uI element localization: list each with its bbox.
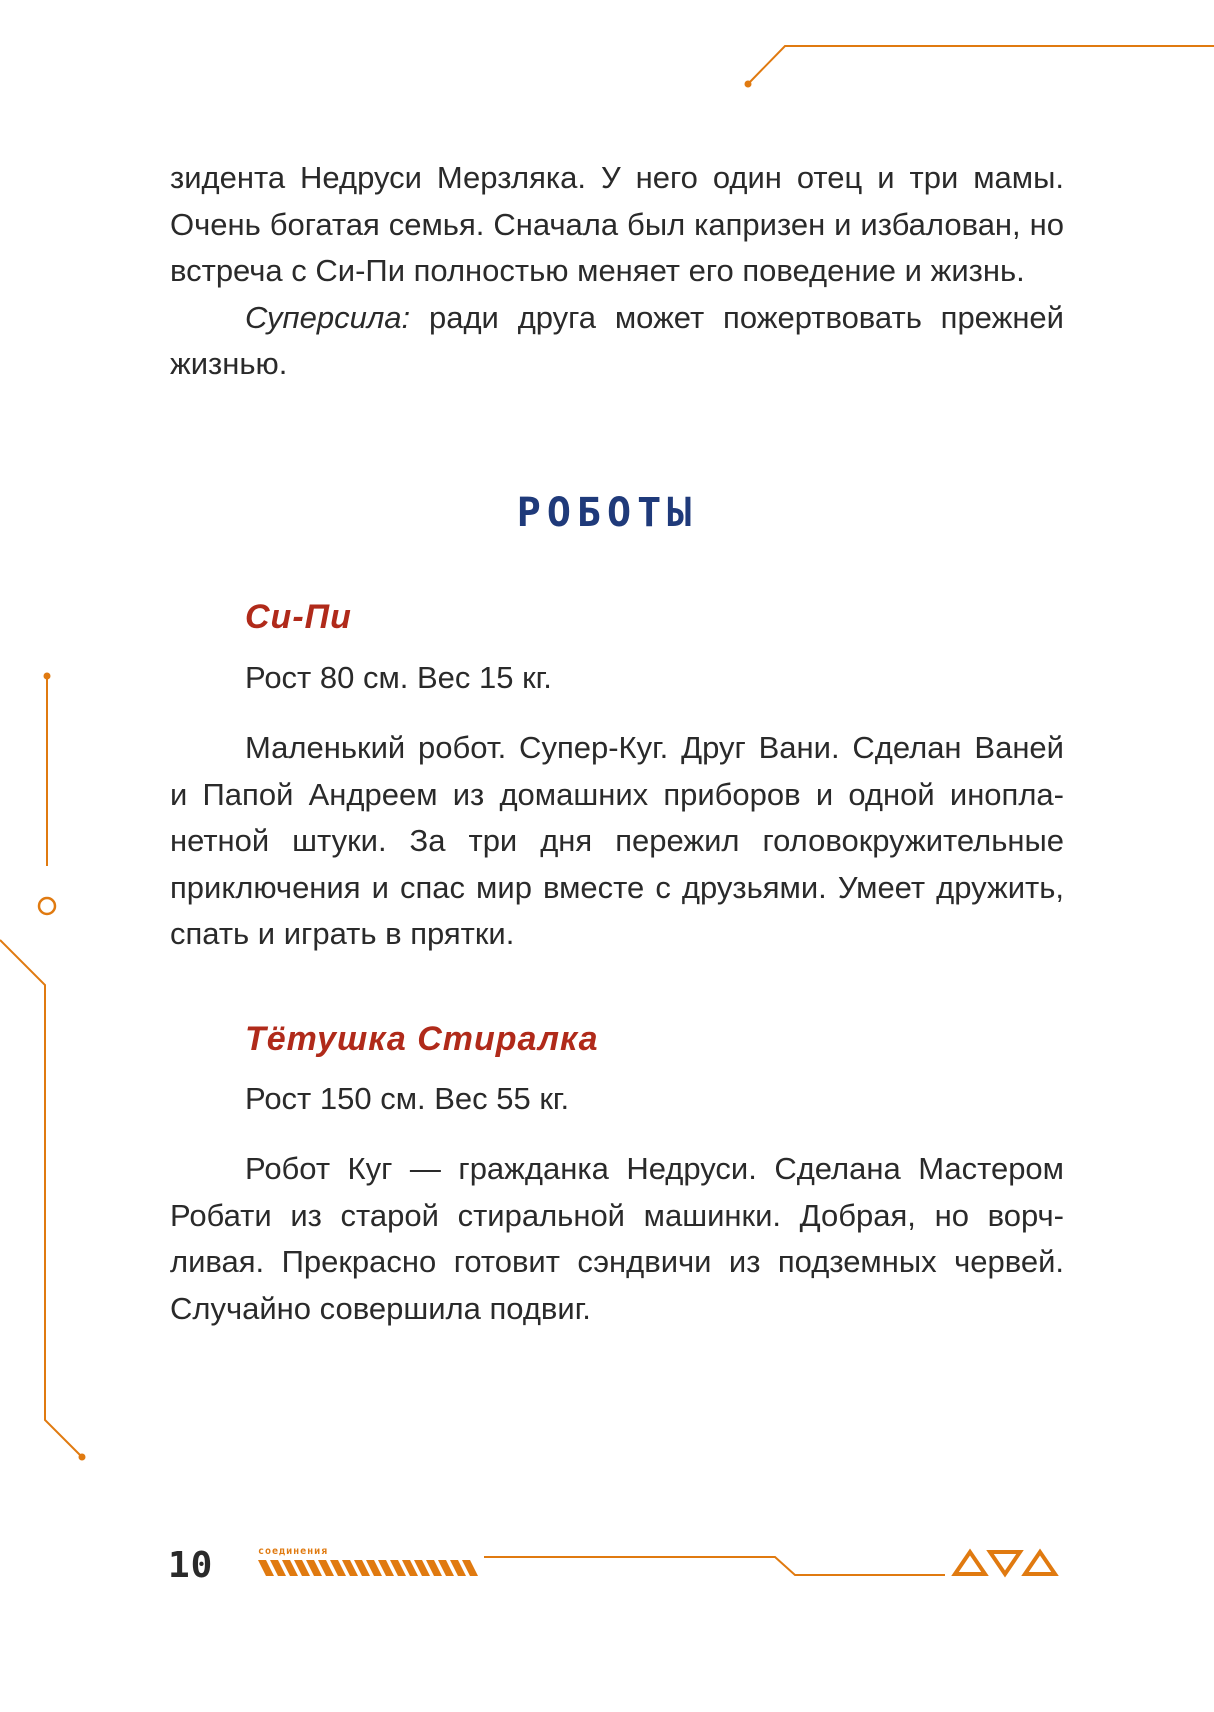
intro-paragraph: зидента Недруси Мерзляка. У него один отец и три мамы. Очень богатая семья. Сначала был капризен и избалован, но встреча с Си-Пи полностью меняет его поведение и жизнь. (170, 160, 1064, 288)
footer-circuit-line (484, 1557, 945, 1575)
top-right-circuit-line (748, 46, 1214, 84)
footer-hazard-stripes (258, 1560, 478, 1576)
footer-brand: соединения (258, 1546, 329, 1557)
superpower-paragraph (170, 295, 1064, 388)
left-node-dot-top (44, 673, 51, 680)
footer-triangles-icon (955, 1552, 1055, 1574)
page-number: 10 (168, 1545, 214, 1586)
robot-description-block (170, 1146, 1064, 1332)
robot-description-block (170, 725, 1064, 958)
robot-description: Маленький робот. Супер-Куг. Друг Вани. Сделан Ваней и Папой Андреем из домашних приборов и одной инопланетной штуки. За три дня пережил головокружительные приключения и спас мир вместе с друзьями. Умеет дружить, спать и играть в прятки. (170, 730, 1064, 951)
intro-text-block (170, 155, 1064, 388)
left-node-dot-bottom (79, 1454, 86, 1461)
robot-name: Тётушка Стиралка (245, 1020, 599, 1058)
robot-name: Си-Пи (245, 598, 352, 636)
robot-description: Робот Куг — гражданка Недруси. Сделана Мастером Робати из старой стиральной машинки. Добрая, но ворчливая. Прекрасно готовит сэндвичи из подземных червей. Случайно совершила подвиг. (170, 1151, 1064, 1326)
left-node-ring (39, 898, 55, 914)
robot-stats: Рост 150 см. Вес 55 кг. (245, 1081, 570, 1116)
top-right-node-dot (745, 81, 752, 88)
superpower-label: Суперсила: (245, 299, 411, 335)
left-circuit-line (0, 676, 82, 1457)
superpower-text: ради друга может пожертвовать прежней жизнью. (170, 299, 1064, 381)
robot-stats: Рост 80 см. Вес 15 кг. (245, 660, 552, 695)
section-title: РОБОТЫ (516, 490, 698, 536)
